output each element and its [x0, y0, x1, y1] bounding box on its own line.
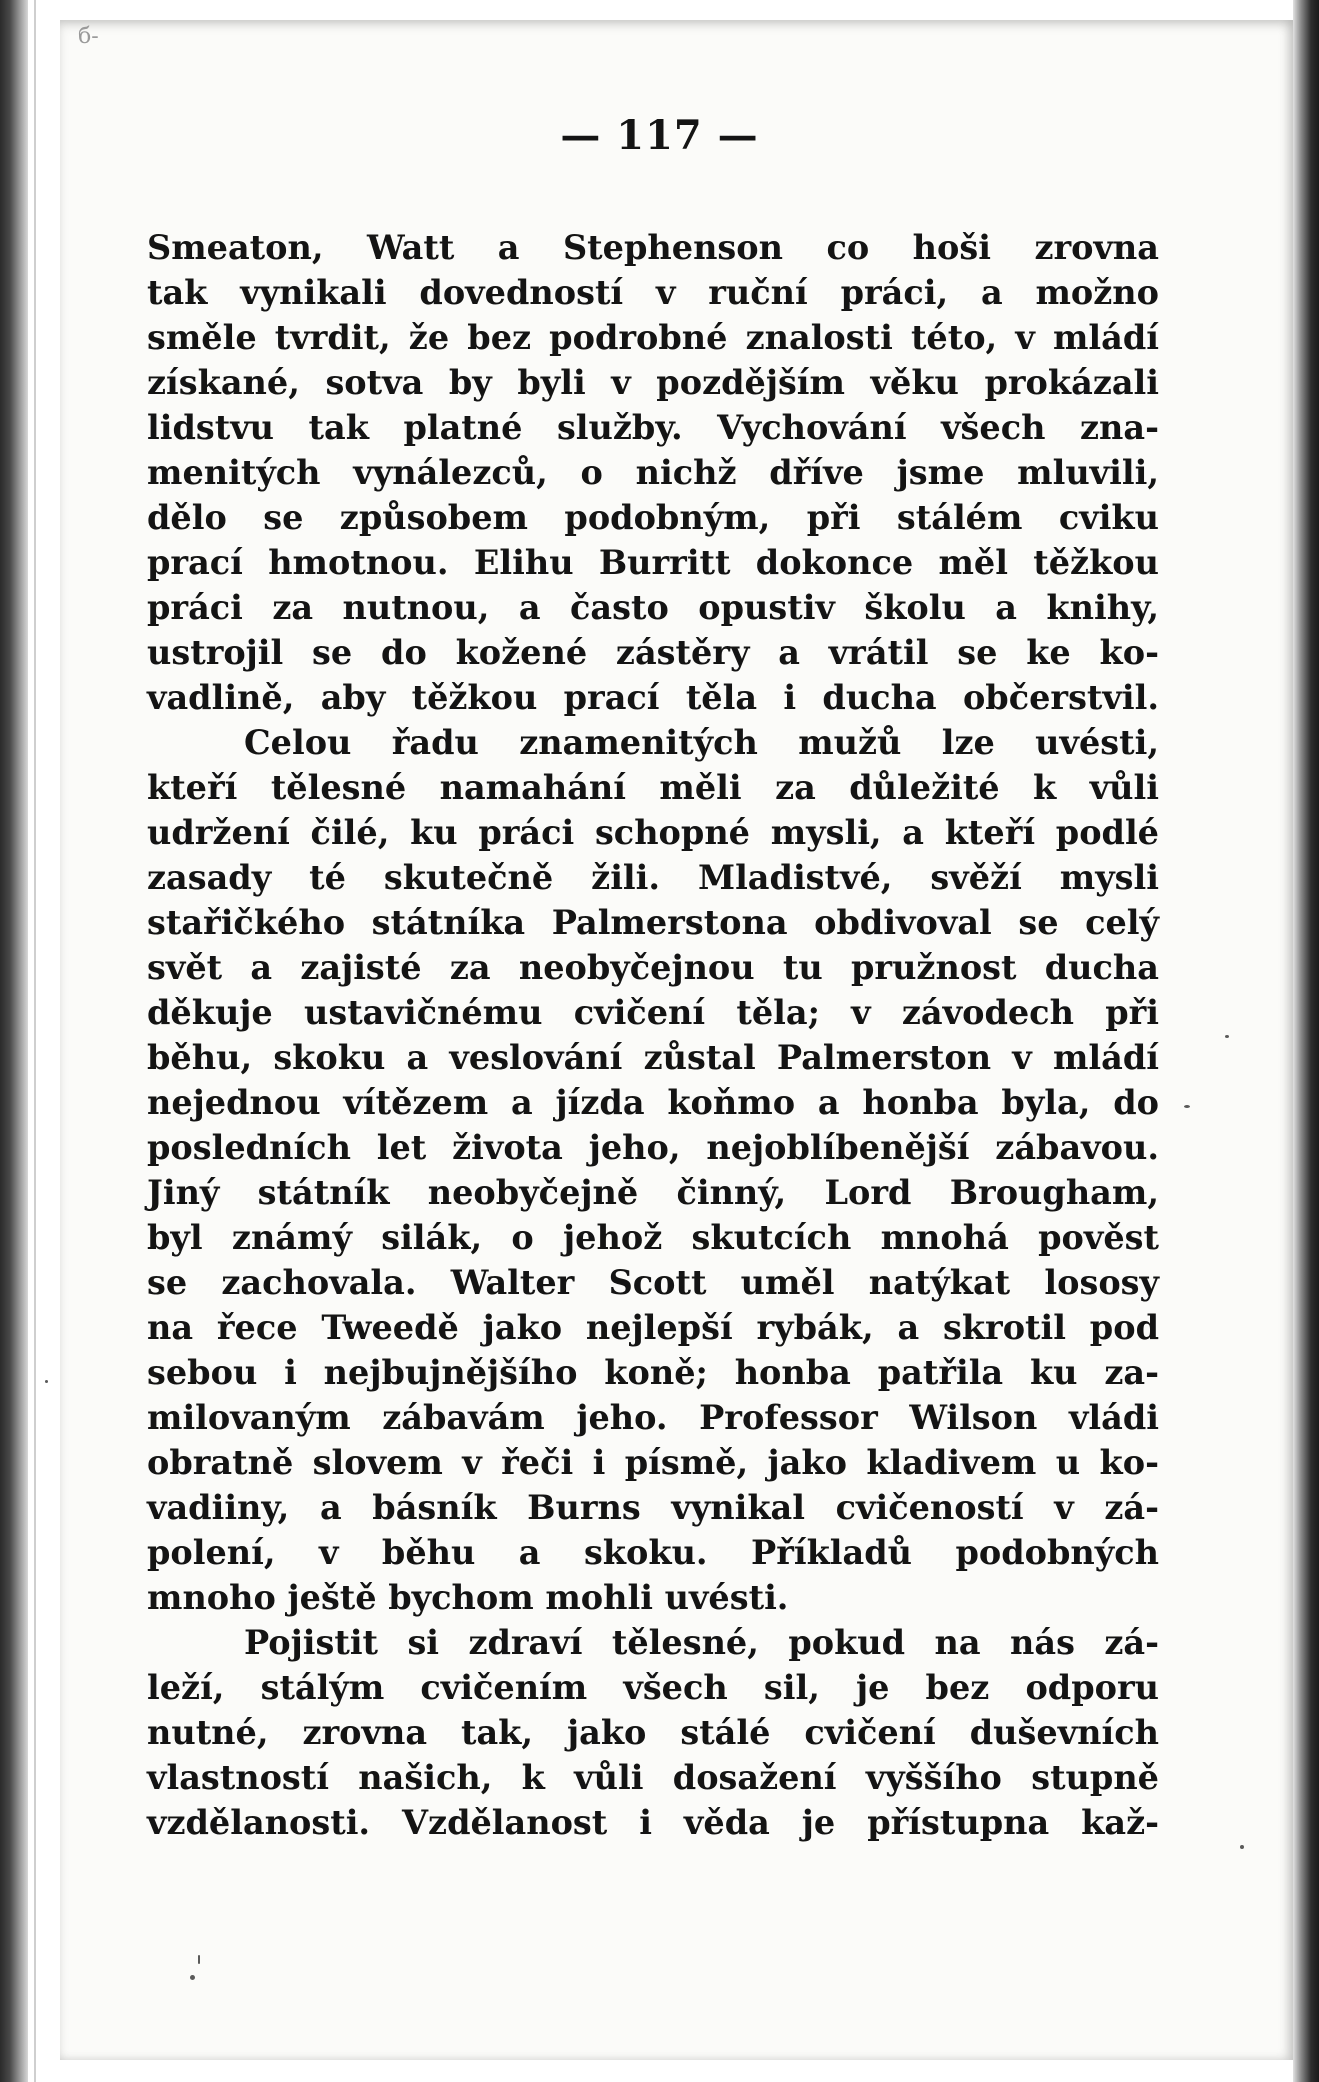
text-line: polení, v běhu a skoku. Příkladů podobných: [147, 1533, 1159, 1572]
text-line: lidstvu tak platné služby. Vychování všech zna-: [147, 408, 1159, 447]
text-line: děkuje ustavičnému cvičení těla; v závodech při: [147, 993, 1159, 1032]
dust-speck: [1184, 1105, 1190, 1108]
page-number: — 117 —: [560, 112, 759, 159]
text-line: získané, sotva by byli v pozdějším věku prokázali: [147, 363, 1159, 402]
text-line: sebou i nejbujnějšího koně; honba patřila ku za-: [147, 1353, 1159, 1392]
text-line: směle tvrdit, že bez podrobné znalosti této, v mládí: [147, 318, 1159, 357]
text-line: vadiiny, a básník Burns vynikal cvičeností v zá-: [147, 1488, 1159, 1527]
text-line: svět a zajisté za neobyčejnou tu pružnost ducha: [147, 948, 1159, 987]
left-margin-rule: [34, 0, 36, 2082]
text-line: tak vynikali dovedností v ruční práci, a možno: [147, 273, 1159, 312]
text-line: práci za nutnou, a často opustiv školu a knihy,: [147, 588, 1159, 627]
text-line: ustrojil se do kožené zástěry a vrátil se ke ko-: [147, 633, 1159, 672]
text-line: na řece Tweedě jako nejlepší rybák, a skrotil pod: [147, 1308, 1159, 1347]
text-line: se zachovala. Walter Scott uměl natýkat lososy: [147, 1263, 1159, 1302]
text-line: vadlině, aby těžkou prací těla i ducha občerstvil.: [147, 678, 1159, 717]
text-line: nejednou vítězem a jízda koňmo a honba byla, do: [147, 1083, 1159, 1122]
right-scan-edge: [1293, 0, 1319, 2082]
text-line: Jiný státník neobyčejně činný, Lord Brougham,: [147, 1173, 1159, 1212]
dust-speck: [1225, 1035, 1229, 1038]
text-line: byl známý silák, o jehož skutcích mnohá pověst: [147, 1218, 1159, 1257]
text-line: mnoho ještě bychom mohli uvésti.: [147, 1578, 789, 1617]
text-line: posledních let života jeho, nejoblíbenější zábavou.: [147, 1128, 1159, 1167]
dust-speck: [190, 1975, 195, 1980]
text-line: prací hmotnou. Elihu Burritt dokonce měl těžkou: [147, 543, 1159, 582]
text-line: Celou řadu znamenitých mužů lze uvésti,: [244, 723, 1159, 762]
text-line: vzdělanosti. Vzdělanost i věda je přístupna kaž-: [147, 1803, 1159, 1842]
body-text: [147, 225, 1159, 1845]
text-line: obratně slovem v řeči i písmě, jako kladivem u ko-: [147, 1443, 1159, 1482]
left-scan-edge: [0, 0, 28, 2082]
text-line: menitých vynálezců, o nichž dříve jsme mluvili,: [147, 453, 1159, 492]
text-line: stařičkého státníka Palmerstona obdivoval se celý: [147, 903, 1159, 942]
corner-pencil-mark: б-: [78, 24, 99, 49]
text-line: Pojistit si zdraví tělesné, pokud na nás zá-: [244, 1623, 1159, 1662]
dust-speck: [1240, 1845, 1244, 1849]
text-line: běhu, skoku a veslování zůstal Palmerston v mládí: [147, 1038, 1159, 1077]
text-line: kteří tělesné namahání měli za důležité k vůli: [147, 768, 1159, 807]
text-line: nutné, zrovna tak, jako stálé cvičení duševních: [147, 1713, 1159, 1752]
text-line: vlastností našich, k vůli dosažení vyššího stupně: [147, 1758, 1159, 1797]
dust-speck: [45, 1380, 48, 1383]
dust-speck: [198, 1955, 200, 1964]
text-line: udržení čilé, ku práci schopné mysli, a kteří podlé: [147, 813, 1159, 852]
text-line: zasady té skutečně žili. Mladistvé, svěží mysli: [147, 858, 1159, 897]
text-line: Smeaton, Watt a Stephenson co hoši zrovna: [147, 228, 1159, 267]
text-line: leží, stálým cvičením všech sil, je bez odporu: [147, 1668, 1159, 1707]
text-line: milovaným zábavám jeho. Professor Wilson vládi: [147, 1398, 1159, 1437]
text-line: dělo se způsobem podobným, při stálém cviku: [147, 498, 1159, 537]
